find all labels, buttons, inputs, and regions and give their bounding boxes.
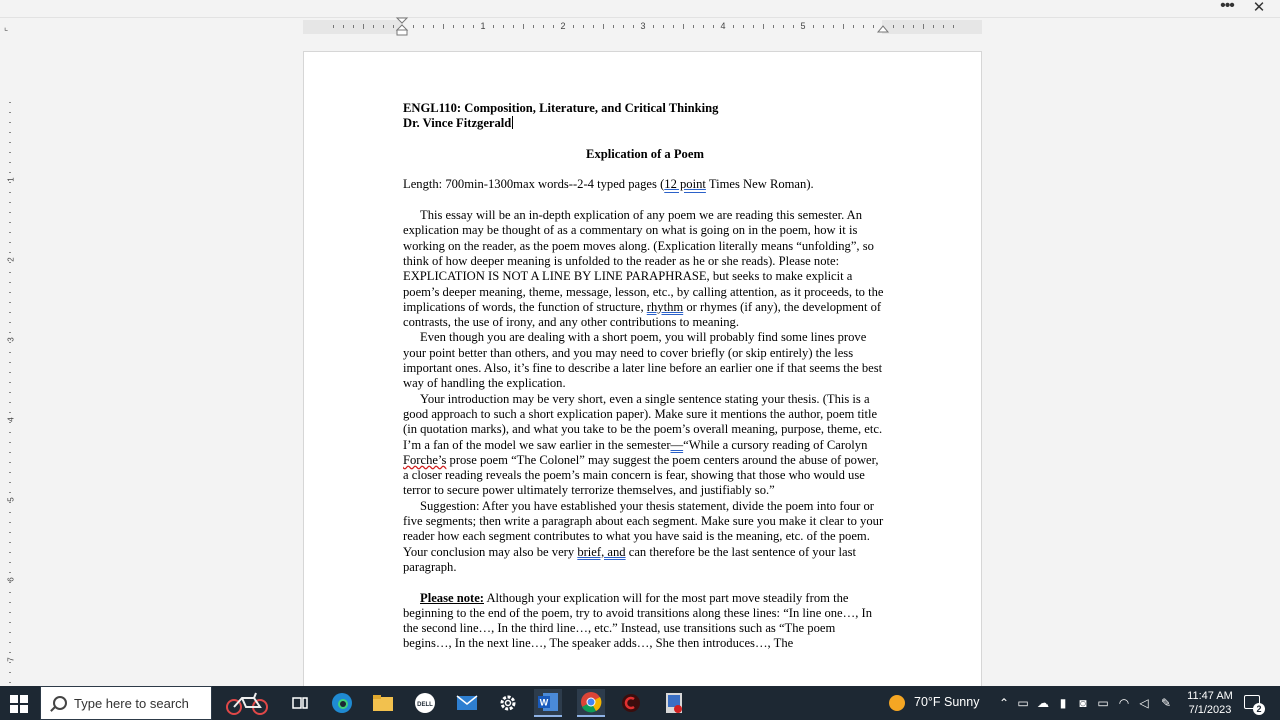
snipping-tool-icon[interactable] (660, 689, 688, 717)
vertical-ruler-tick (9, 282, 11, 283)
vertical-ruler-tick (9, 122, 11, 123)
file-explorer-icon[interactable] (369, 689, 397, 717)
p1-text-b: or rhymes (if any), the development of contrasts, the use of irony, and any other contributions to meaning. (403, 299, 882, 330)
tab-selector-icon[interactable]: ⌞ (4, 22, 9, 32)
svg-text:DELL: DELL (417, 702, 433, 708)
title-strip (0, 0, 1280, 17)
vertical-ruler-tick (9, 152, 11, 153)
windows-start-icon[interactable] (10, 695, 28, 713)
p1-text-a: This essay will be an in-depth explication of any poem we are reading this semester. An explication may be thought of as a commentary on what is going on in the poem, how it is working on the reader, as the poem moves along. (Explication literally means “unfolding”, so think of how deeper meaning is unfolded to the reader as he or she reads). Please note: EXPLICATION IS NOT A LINE BY LINE PARAPHRASE, but seeks to make explicit a poem’s deeper meaning, theme, message, lesson, etc., by calling attention, as it proceeds, to the implications of words, the function of structure, (403, 208, 884, 314)
p1-rhythm: rhythm (646, 299, 684, 314)
paragraph-4 (403, 499, 887, 575)
vertical-ruler-tick (9, 202, 11, 203)
ruler-tick (383, 25, 384, 28)
vertical-ruler-number: 2 (6, 257, 16, 262)
dell-icon[interactable] (411, 689, 439, 717)
ruler-tick (353, 25, 354, 28)
ruler-tick (813, 25, 814, 28)
p3-text-c: prose poem “The Colonel” may suggest the poem centers around the abuse of power, a closer reading reveals the poem’s main concern is fear, showing that those who would use terror to secure power ultimately terrorize themselves, and justifiably so.” (403, 452, 879, 498)
right-margin-zone (882, 20, 982, 34)
ruler-tick (933, 25, 934, 28)
ruler-tick (573, 25, 574, 28)
vertical-ruler-tick (9, 312, 11, 313)
ruler-tick (443, 24, 444, 29)
vertical-ruler-tick (9, 462, 11, 463)
vertical-ruler-number: 7 (6, 657, 16, 662)
task-view-icon[interactable] (286, 689, 314, 717)
vertical-ruler-tick (9, 452, 11, 453)
ruler-tick (373, 25, 374, 28)
ruler-tick (343, 25, 344, 28)
horizontal-ruler-bar (0, 17, 1280, 36)
paragraph-3 (403, 392, 887, 499)
ruler-number: 1 (480, 21, 486, 31)
ruler-tick (733, 25, 734, 28)
ruler-tick (453, 25, 454, 28)
vertical-ruler-tick (9, 522, 11, 523)
volume-icon[interactable]: ◁ (1139, 696, 1149, 710)
ruler-tick (923, 24, 924, 29)
ruler-number: 4 (720, 21, 726, 31)
ruler-tick (653, 25, 654, 28)
vertical-ruler-tick (9, 112, 11, 113)
notification-count-badge: 2 (1253, 703, 1265, 715)
ruler-tick (533, 25, 534, 28)
ruler-tick (433, 25, 434, 28)
paragraph-2: Even though you are dealing with a short poem, you will probably find some lines prove your point better than others, and you may need to cover briefly (or skip entirely) the less important ones. Also, it’s fine to describe a later line before an earlier one if that seems the best way of handling the explication. (403, 330, 883, 391)
length-suffix: Times New Roman). (705, 177, 814, 192)
ruler-tick (953, 25, 954, 28)
paragraph-1 (403, 208, 887, 330)
ruler-tick (713, 25, 714, 28)
ruler-tick (333, 25, 334, 28)
vertical-ruler-tick (9, 542, 11, 543)
vertical-ruler-tick (9, 372, 11, 373)
ruler-tick (863, 25, 864, 28)
indent-marker-icon[interactable] (395, 17, 409, 36)
vertical-ruler-number: 5 (6, 497, 16, 502)
ruler-tick (843, 24, 844, 29)
vertical-ruler-tick (9, 402, 11, 403)
vertical-ruler[interactable] (4, 102, 16, 686)
vertical-ruler-tick (9, 472, 11, 473)
bicycle-icon[interactable] (224, 690, 270, 716)
ruler-tick (903, 25, 904, 28)
vertical-ruler-tick (9, 552, 11, 553)
settings-gear-icon[interactable] (494, 689, 522, 717)
clock-date: 7/1/2023 (1188, 704, 1232, 716)
ruler-tick (413, 25, 414, 28)
taskbar-clock[interactable] (1180, 689, 1240, 717)
vertical-ruler-tick (9, 492, 11, 493)
camera-icon[interactable]: ◙ (1079, 696, 1087, 710)
taskbar (0, 686, 1280, 720)
ruler-tick (783, 25, 784, 28)
ruler-tick (673, 25, 674, 28)
ruler-tick (743, 25, 744, 28)
ruler-tick (603, 24, 604, 29)
vertical-ruler-tick (9, 142, 11, 143)
p3-text-a: Your introduction may be very short, even a single sentence stating your thesis. (This is a good approach to such a short explication paper). Make sure it mentions the author, poem title (in quotation marks), and what you take to be the poem’s overall meaning, purpose, theme, etc. I’m a fan of the model we saw earlier in the semester (403, 391, 883, 452)
vertical-ruler-tick (9, 652, 11, 653)
vertical-ruler-tick (9, 642, 11, 643)
vertical-ruler-tick (9, 222, 11, 223)
vertical-ruler-number: 6 (6, 577, 16, 582)
ruler-tick (913, 25, 914, 28)
document-body[interactable] (403, 101, 887, 652)
onedrive-cloud-icon[interactable]: ☁ (1037, 696, 1049, 710)
ruler-tick (493, 25, 494, 28)
vertical-ruler-tick (9, 432, 11, 433)
right-indent-marker-icon[interactable] (876, 24, 890, 33)
ruler-tick (423, 25, 424, 28)
vertical-ruler-tick (9, 602, 11, 603)
p4-brief: brief, and (577, 544, 626, 559)
ruler-tick (553, 25, 554, 28)
vertical-ruler-tick (9, 512, 11, 513)
more-icon[interactable]: ••• (1220, 0, 1234, 14)
weather-text[interactable]: 70°F Sunny (914, 695, 980, 709)
wifi-icon[interactable]: ◠ (1118, 696, 1130, 710)
vertical-ruler-tick (9, 172, 11, 173)
instructor-name: Dr. Vince Fitzgerald (403, 116, 512, 131)
ruler-tick (663, 25, 664, 28)
vertical-ruler-tick (9, 232, 11, 233)
ruler-tick (753, 25, 754, 28)
p4-text-b: can therefore be the last sentence of your last paragraph. (403, 544, 857, 574)
vertical-ruler-number: 3 (6, 337, 16, 342)
ruler-tick (463, 25, 464, 28)
vertical-ruler-tick (9, 352, 11, 353)
vertical-ruler-number: 4 (6, 417, 16, 422)
vertical-ruler-number: 1 (6, 177, 16, 182)
p3-text-b: “While a cursory reading of Carolyn (683, 437, 868, 452)
ruler-tick (793, 25, 794, 28)
vertical-ruler-tick (9, 682, 11, 683)
p3-dash: — (670, 437, 684, 452)
vertical-ruler-tick (9, 292, 11, 293)
vertical-ruler-tick (9, 482, 11, 483)
length-line (403, 177, 887, 192)
vertical-ruler-tick (9, 412, 11, 413)
search-icon (53, 696, 67, 710)
ruler-tick (543, 25, 544, 28)
document-page[interactable] (303, 51, 982, 701)
ruler-tick (393, 25, 394, 28)
vertical-ruler-tick (9, 632, 11, 633)
vertical-ruler-tick (9, 612, 11, 613)
ruler-tick (823, 25, 824, 28)
ruler-tick (613, 25, 614, 28)
vertical-ruler-tick (9, 392, 11, 393)
p5-text: Although your explication will for the most part move steadily from the beginning to the end of the poem, try to avoid transitions along these lines: “In line one…, In the second line…, In the third line…, etc.” Instead, use transitions such as “The poem begins…, In the next line…, The speaker adds…, She then introduces…, The (403, 590, 873, 651)
taskbar-search-box[interactable] (40, 686, 212, 720)
mail-icon[interactable] (453, 689, 481, 717)
length-font-size: 12 point (664, 177, 706, 192)
please-note-label: Please note: (420, 590, 484, 605)
ruler-tick (633, 25, 634, 28)
vertical-ruler-tick (9, 322, 11, 323)
microphone-icon[interactable]: ▮ (1059, 696, 1067, 710)
vertical-ruler-tick (9, 212, 11, 213)
vertical-ruler-tick (9, 242, 11, 243)
ruler-tick (763, 24, 764, 29)
ruler-number: 5 (800, 21, 806, 31)
ruler-tick (513, 25, 514, 28)
ruler-tick (583, 25, 584, 28)
text-cursor (512, 116, 513, 129)
ruler-tick (503, 25, 504, 28)
ruler-tick (473, 25, 474, 28)
edge-icon[interactable] (328, 689, 356, 717)
ruler-tick (623, 25, 624, 28)
ruler-tick (833, 25, 834, 28)
pen-icon[interactable]: ✎ (1160, 696, 1172, 710)
course-line: ENGL110: Composition, Literature, and Critical Thinking (403, 101, 719, 115)
vertical-ruler-tick (9, 302, 11, 303)
chrome-icon[interactable] (577, 689, 605, 717)
p4-text-a: Suggestion: After you have established your thesis statement, divide the poem into four or five segments; then write a paragraph about each segment. Make sure you make it clear to your reader how each segment contributes to what you have said is the meaning, etc. of the poem. Your conclusion may also be very (403, 498, 884, 559)
document-title: Explication of a Poem (586, 146, 704, 161)
svg-text:W: W (539, 697, 549, 708)
ruler-tick (853, 25, 854, 28)
meet-now-icon[interactable]: ▭ (1017, 696, 1029, 710)
media-app-icon[interactable] (617, 689, 645, 717)
vertical-ruler-tick (9, 272, 11, 273)
vertical-ruler-tick (9, 132, 11, 133)
battery-icon[interactable]: ▭ (1097, 696, 1109, 710)
ruler-number: 3 (640, 21, 646, 31)
paragraph-5 (403, 591, 887, 652)
clock-time: 11:47 AM (1187, 690, 1233, 702)
ruler-tick (893, 25, 894, 28)
search-placeholder: Type here to search (74, 696, 189, 711)
vertical-ruler-tick (9, 592, 11, 593)
vertical-ruler-tick (9, 442, 11, 443)
p3-forche: Forche’s (403, 452, 447, 467)
vertical-ruler-tick (9, 252, 11, 253)
show-hidden-icons-chevron-icon[interactable]: ⌃ (998, 696, 1010, 710)
ruler-tick (593, 25, 594, 28)
vertical-ruler-tick (9, 162, 11, 163)
vertical-ruler-tick (9, 622, 11, 623)
length-prefix: Length: 700min-1300max words--2-4 typed pages ( (403, 177, 665, 192)
ruler-tick (773, 25, 774, 28)
ruler-tick (693, 25, 694, 28)
ruler-tick (943, 25, 944, 28)
ruler-tick (683, 24, 684, 29)
vertical-ruler-tick (9, 332, 11, 333)
vertical-ruler-tick (9, 532, 11, 533)
ruler-tick (873, 25, 874, 28)
vertical-ruler-tick (9, 572, 11, 573)
vertical-ruler-tick (9, 672, 11, 673)
weather-sun-icon[interactable] (889, 695, 905, 711)
instructor-line (403, 116, 887, 131)
ruler-tick (703, 25, 704, 28)
ruler-number: 2 (560, 21, 566, 31)
ruler-tick (363, 24, 364, 29)
vertical-ruler-tick (9, 382, 11, 383)
ruler-tick (523, 24, 524, 29)
vertical-ruler-tick (9, 362, 11, 363)
vertical-ruler-tick (9, 102, 11, 103)
close-icon[interactable]: ✕ (1252, 0, 1266, 16)
vertical-ruler-tick (9, 562, 11, 563)
vertical-ruler-tick (9, 192, 11, 193)
word-app-icon[interactable] (534, 689, 562, 717)
